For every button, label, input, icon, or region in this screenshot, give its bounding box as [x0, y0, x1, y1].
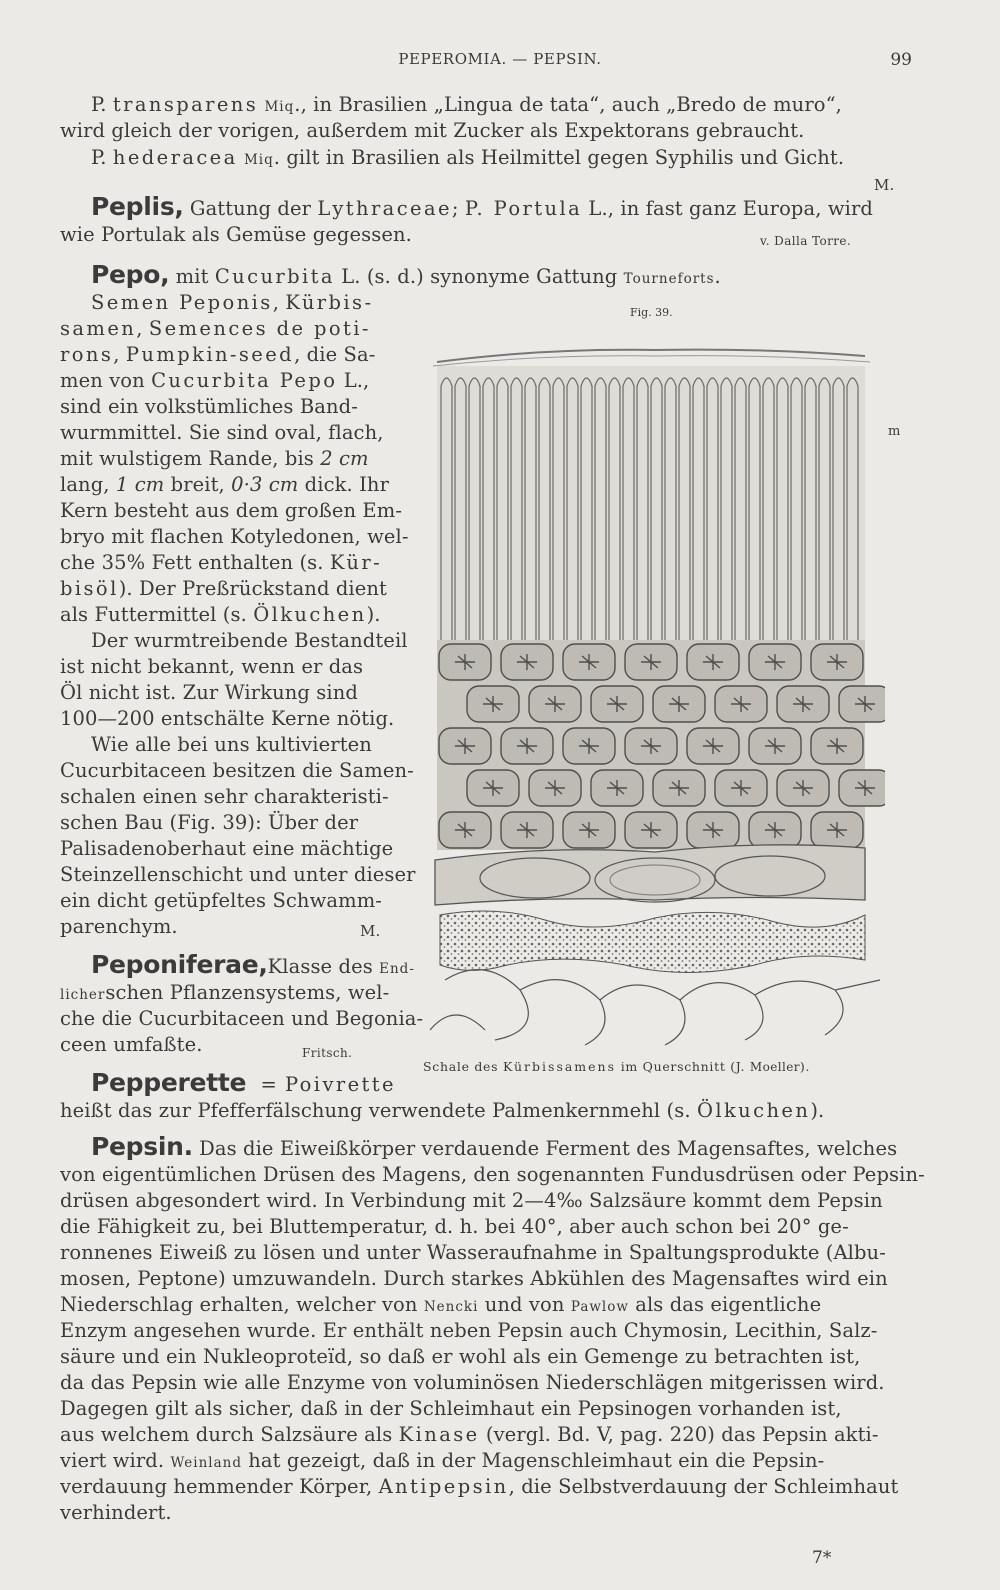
pepsin-line-8: Enzym angesehen wurde. Er enthält neben Pepsin auch Chymosin, Lecithin, Salz- — [60, 1319, 878, 1342]
pepo-line-24: ein dicht getüpfeltes Schwamm- — [60, 889, 382, 912]
figure-caption: Schale des Kürbissamens im Querschnitt (J. Moeller). — [423, 1059, 811, 1074]
pepo-line-2: samen, Semences de poti- — [60, 317, 371, 340]
entry-pepo-head-line: Pepo, mit Cucurbita L. (s. d.) synonyme Gattung Tourneforts. — [91, 260, 721, 289]
pepsin-line-12: aus welchem durch Salzsäure als Kinase (vergl. Bd. V, pag. 220) das Pepsin akti- — [60, 1423, 879, 1446]
pepsin-line-15: verhindert. — [60, 1501, 172, 1524]
headword-pepo: Pepo, — [91, 260, 170, 289]
pepsin-line-13: viert wird. Weinland hat gezeigt, daß in der Magenschleimhaut ein die Pepsin- — [60, 1449, 825, 1472]
figure-side-label: m — [888, 424, 901, 439]
signature-dalla-torre: v. Dalla Torre. — [760, 234, 852, 248]
pepo-line-4: men von Cucurbita Pepo L., — [60, 369, 370, 392]
pepsin-line-5: ronnenes Eiweiß zu lösen und unter Wasseraufnahme in Spaltungsprodukte (Albu- — [60, 1241, 886, 1264]
pepsin-line-14: verdauung hemmender Körper, Antipepsin, die Selbstverdauung der Schleimhaut — [60, 1475, 899, 1498]
signature-m-1: M. — [874, 176, 895, 194]
headword-peponiferae: Peponiferae, — [91, 950, 268, 979]
pepsin-line-11: Dagegen gilt als sicher, daß in der Schleimhaut ein Pepsinogen vorhanden ist, — [60, 1397, 842, 1420]
entry-peponiferae-line-2: licherschen Pflanzensystems, wel- — [60, 981, 390, 1004]
pepsin-line-10: da das Pepsin wie alle Enzyme von voluminösen Niederschlägen mitgerissen wird. — [60, 1371, 885, 1394]
signature-fritsch: Fritsch. — [302, 1046, 353, 1060]
pepo-line-19: Cucurbitaceen besitzen die Samen- — [60, 759, 414, 782]
entry-transparens-line-2: wird gleich der vorigen, außerdem mit Zucker als Expektorans gebraucht. — [60, 119, 805, 142]
pepo-line-6: wurmmittel. Sie sind oval, flach, — [60, 421, 384, 444]
entry-peponiferae-line-1: Peponiferae,Klasse des End- — [91, 950, 415, 979]
signature-mark: 7* — [812, 1548, 832, 1568]
entry-peplis-line-1: Peplis, Gattung der Lythraceae; P. Portula L., in fast ganz Europa, wird — [91, 192, 873, 221]
pepo-line-5: sind ein volkstümliches Band- — [60, 395, 358, 418]
signature-m-2: M. — [360, 922, 381, 940]
entry-transparens-line-1: P. transparens Miq., in Brasilien „Lingua de tata“, auch „Bredo de muro“, — [91, 93, 842, 116]
running-title: PEPEROMIA. — PEPSIN. — [398, 50, 602, 68]
pepo-line-17: 100—200 entschälte Kerne nötig. — [60, 707, 395, 730]
entry-peponiferae-line-4: ceen umfaßte. — [60, 1033, 203, 1056]
headword-pepperette: Pepperette — [91, 1068, 247, 1097]
pepo-line-14: Der wurmtreibende Bestandteil — [91, 629, 408, 652]
pepsin-line-2: von eigentümlichen Drüsen des Magens, den sogenannten Fundusdrüsen oder Pepsin- — [60, 1163, 925, 1186]
pepo-line-21: schen Bau (Fig. 39): Über der — [60, 811, 359, 834]
pepo-line-15: ist nicht bekannt, wenn er das — [60, 655, 364, 678]
pepsin-line-9: säure und ein Nukleoproteïd, so daß er wohl als ein Gemenge zu betrachten ist, — [60, 1345, 861, 1368]
pepsin-line-7: Niederschlag erhalten, welcher von Nencki und von Pawlow als das eigentliche — [60, 1293, 822, 1316]
pepo-line-18: Wie alle bei uns kultivierten — [91, 733, 372, 756]
pepo-line-3: rons, Pumpkin-seed, die Sa- — [60, 343, 376, 366]
pepo-line-11: che 35% Fett enthalten (s. Kür- — [60, 551, 383, 574]
pepo-line-13: als Futtermittel (s. Ölkuchen). — [60, 603, 381, 626]
entry-hederacea-line: P. hederacea Miq. gilt in Brasilien als Heilmittel gegen Syphilis und Gicht. — [91, 146, 845, 169]
pepo-line-20: schalen einen sehr charakteristi- — [60, 785, 389, 808]
entry-pepsin-line-1: Pepsin. Das die Eiweißkörper verdauende Ferment des Magensaftes, welches — [91, 1132, 898, 1161]
pepo-line-10: bryo mit flachen Kotyledonen, wel- — [60, 525, 409, 548]
pepo-line-25: parenchym. — [60, 915, 178, 938]
pepo-line-9: Kern besteht aus dem großen Em- — [60, 499, 403, 522]
page-number: 99 — [890, 50, 912, 70]
figure-label: Fig. 39. — [630, 306, 673, 319]
pepo-line-8: lang, 1 cm breit, 0·3 cm dick. Ihr — [60, 473, 390, 496]
pepo-line-23: Steinzellenschicht und unter dieser — [60, 863, 416, 886]
pepo-line-12: bisöl). Der Preßrückstand dient — [60, 577, 387, 600]
pepo-line-7: mit wulstigem Rande, bis 2 cm — [60, 447, 369, 470]
headword-peplis: Peplis, — [91, 192, 184, 221]
headword-pepsin: Pepsin. — [91, 1132, 193, 1161]
pepo-line-22: Palisadenoberhaut eine mächtige — [60, 837, 394, 860]
entry-pepperette-line-2: heißt das zur Pfefferfälschung verwendete Palmenkernmehl (s. Ölkuchen). — [60, 1099, 825, 1122]
entry-pepperette-line-1: Pepperette = Poivrette — [91, 1068, 396, 1097]
pepsin-line-6: mosen, Peptone) umzuwandeln. Durch starkes Abkühlen des Magensaftes wird ein — [60, 1267, 888, 1290]
entry-peplis-line-2: wie Portulak als Gemüse gegessen. — [60, 223, 412, 246]
entry-peponiferae-line-3: che die Cucurbitaceen und Begonia- — [60, 1007, 424, 1030]
pepo-line-1: Semen Peponis, Kürbis- — [91, 291, 374, 314]
pepsin-line-4: die Fähigkeit zu, bei Bluttemperatur, d. h. bei 40°, aber auch schon bei 20° ge- — [60, 1215, 849, 1238]
figure-seed-coat-cross-section — [425, 340, 885, 1050]
pepo-line-16: Öl nicht ist. Zur Wirkung sind — [60, 681, 358, 704]
pepsin-line-3: drüsen abgesondert wird. In Verbindung mit 2—4‰ Salzsäure kommt dem Pepsin — [60, 1189, 883, 1212]
